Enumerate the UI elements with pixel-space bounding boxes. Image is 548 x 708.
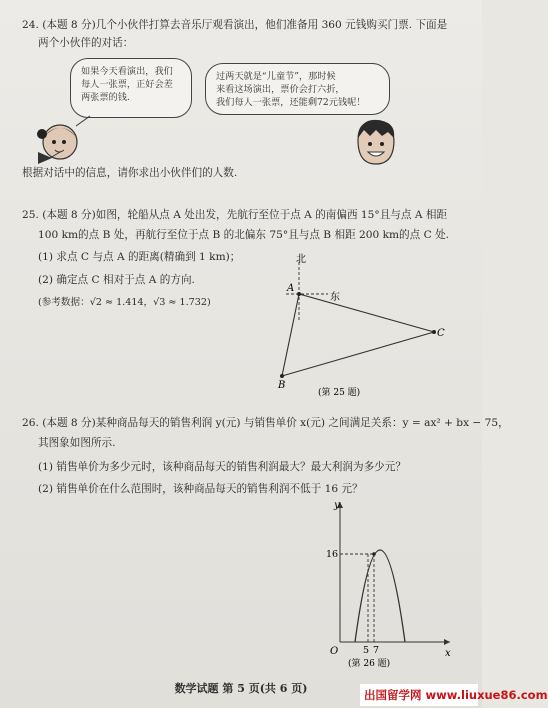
q24-question: 根据对话中的信息，请你求出小伙伴们的人数.	[22, 167, 238, 179]
y-tick-16: 16	[326, 549, 339, 560]
q25-sub2: (2) 确定点 C 相对于点 A 的方向.	[38, 274, 195, 286]
q25-line1: 25. (本题 8 分)如图，轮船从点 A 处出发，先航行至位于点 A 的南偏西 15°且与点 A 相距	[22, 209, 448, 221]
q26-line1: 26. (本题 8 分)某种商品每天的销售利润 y(元) 与销售单价 x(元) 之间满足关系：y = ax² + bx − 75，	[22, 417, 509, 429]
speech-bubble-right: 过两天就是“儿童节”，那时候 来看这场演出，票价会打六折， 我们每人一张票，还能剩72元钱呢！	[205, 63, 390, 115]
point-a-label: A	[287, 283, 295, 294]
y-axis-label: y	[334, 500, 340, 511]
x-tick-7: 7	[373, 645, 380, 656]
q24-line1: 24. (本题 8 分)几个小伙伴打算去音乐厅观看演出，他们准备用 360 元钱购买门票. 下面是	[22, 19, 448, 31]
q24-line2: 两个小伙伴的对话：	[38, 37, 134, 49]
page-footer: 数学试题 第 5 页(共 6 页)	[174, 682, 308, 695]
q25-figure-caption: (第 25 题)	[318, 388, 361, 398]
q25-sub1: (1) 求点 C 与点 A 的距离(精确到 1 km)；	[38, 251, 241, 263]
triangle-abc	[282, 294, 434, 376]
q25-line2: 100 km的点 B 处，再航行至位于点 B 的北偏东 75°且与点 B 相距 200 km的点 C 处.	[38, 229, 450, 241]
east-label: 东	[330, 292, 340, 303]
q26-line2: 其图象如图所示.	[38, 437, 116, 449]
girl-cartoon-icon	[30, 112, 90, 168]
q26-graph-caption: (第 26 题)	[348, 659, 391, 669]
q26-sub1: (1) 销售单价为多少元时，该种商品每天的销售利润最大？最大利润为多少元？	[38, 461, 406, 473]
x-tick-5: 5	[363, 645, 370, 656]
q25-figure	[268, 250, 448, 398]
q25-reference-data: (参考数据：√2 ≈ 1.414，√3 ≈ 1.732)	[38, 297, 211, 308]
x-axis-label: x	[445, 648, 451, 659]
point-b-label: B	[278, 380, 286, 391]
q26-graph	[318, 496, 458, 668]
parabola-curve	[355, 550, 405, 642]
watermark-logo: 出国留学网 www.liuxue86.com	[360, 684, 478, 706]
north-label: 北	[296, 254, 306, 265]
boy-cartoon-icon	[352, 118, 398, 168]
origin-label: O	[330, 646, 339, 657]
speech-bubble-left: 如果今天看演出，我们 每人一张票，正好会差 两张票的钱.	[70, 58, 192, 118]
point-c-label: C	[437, 328, 445, 339]
q26-sub2: (2) 销售单价在什么范围时，该种商品每天的销售利润不低于 16 元？	[38, 483, 363, 495]
